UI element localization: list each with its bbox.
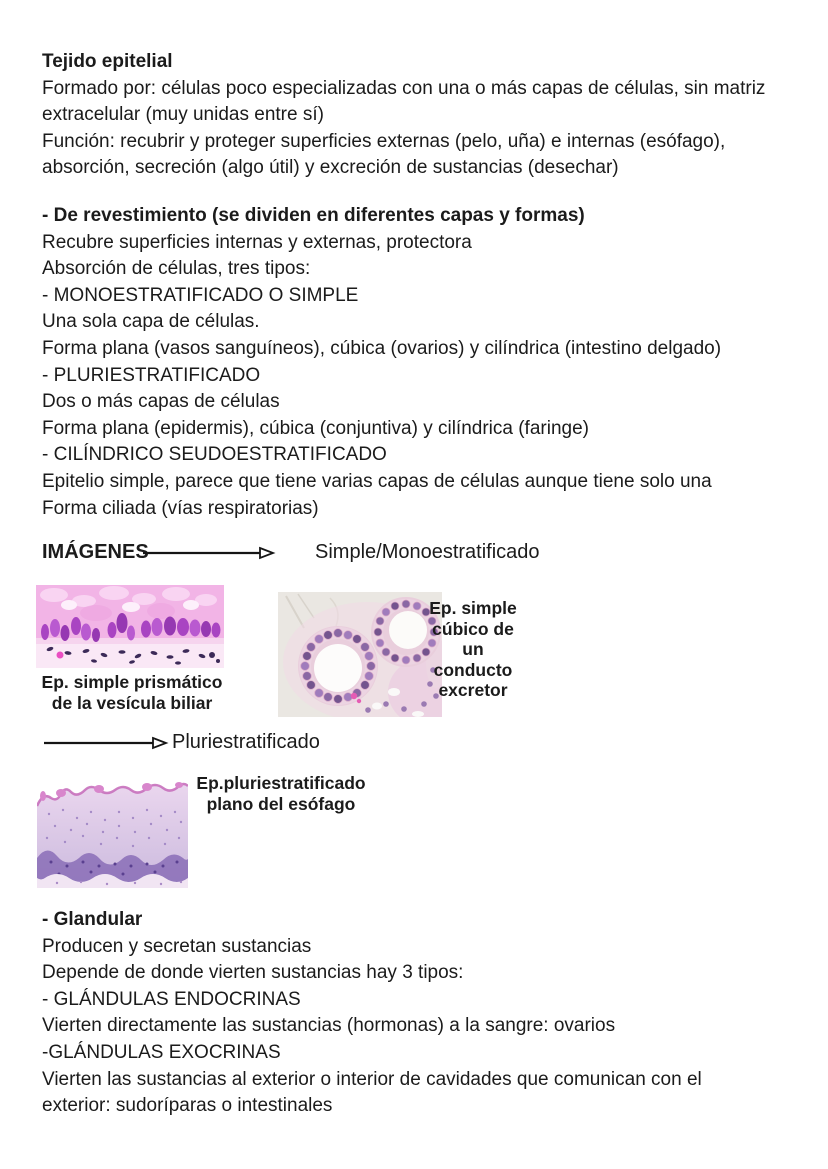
section-revestimiento (42, 203, 721, 522)
text-line: - PLURIESTRATIFICADO (42, 364, 261, 386)
text-line: - CILÍNDRICO SEUDOESTRATIFICADO (42, 444, 387, 466)
text-line: Dos o más capas de células (42, 391, 280, 413)
text-line: Formado por: células poco especializadas con una o más capas de células, sin matriz (42, 77, 766, 99)
text-line: Producen y secretan sustancias (42, 935, 312, 957)
section-heading: - Glandular (42, 909, 143, 930)
figure2-caption (425, 598, 521, 701)
text-line: Depende de donde vierten sustancias hay 3 tipos: (42, 962, 464, 984)
page-title: Tejido epitelial (42, 51, 173, 72)
histology-simple-prismatic-epithelium-image (36, 585, 224, 668)
caption-line: excretor (438, 680, 508, 700)
text-line: extracelular (muy unidas entre sí) (42, 104, 324, 126)
text-line: Función: recubrir y proteger superficies externas (pelo, uña) e internas (esófago), (42, 130, 726, 152)
caption-line: Ep. simple (429, 598, 517, 618)
text-line: Epitelio simple, parece que tiene varias capas de células aunque tiene solo una (42, 470, 712, 492)
text-line: absorción, secreción (algo útil) y excreción de sustancias (desechar) (42, 157, 619, 179)
text-line: -GLÁNDULAS EXOCRINAS (42, 1041, 281, 1063)
histology-simple-cuboidal-duct-image (278, 592, 442, 717)
images-label: IMÁGENES (42, 541, 149, 563)
text-line: Forma plana (vasos sanguíneos), cúbica (ovarios) y cilíndrica (intestino delgado) (42, 337, 722, 359)
text-line: - GLÁNDULAS ENDOCRINAS (42, 988, 301, 1010)
caption-line: de la vesícula biliar (51, 693, 213, 713)
text-line: Forma plana (epidermis), cúbica (conjuntiva) y cilíndrica (faringe) (42, 417, 589, 439)
caption-line: cúbico de (432, 618, 514, 639)
group2-title: Pluriestratificado (172, 731, 320, 753)
figure1-caption (36, 672, 228, 714)
arrow-right-icon (43, 736, 169, 750)
caption-line: Ep. simple prismático (41, 672, 223, 692)
text-line: - MONOESTRATIFICADO O SIMPLE (42, 284, 359, 306)
text-line: Una sola capa de células. (42, 311, 260, 333)
arrow-right-icon (142, 546, 276, 560)
text-line: Absorción de células, tres tipos: (42, 258, 311, 280)
section-heading: - De revestimiento (se dividen en diferentes capas y formas) (42, 205, 585, 226)
section-glandular (42, 907, 702, 1120)
caption-line: conducto (433, 659, 513, 680)
text-line: Recubre superficies internas y externas, protectora (42, 231, 472, 253)
text-line: Vierten las sustancias al exterior o interior de cavidades que comunican con el (42, 1068, 702, 1090)
group1-title: Simple/Monoestratificado (315, 541, 540, 563)
caption-line: Ep.pluriestratificado (196, 773, 366, 793)
figure3-caption (190, 773, 372, 815)
text-line: Forma ciliada (vías respiratorias) (42, 497, 319, 519)
text-line: exterior: sudoríparas o intestinales (42, 1095, 333, 1117)
text-line: Vierten directamente las sustancias (hormonas) a la sangre: ovarios (42, 1015, 616, 1037)
caption-line: un (462, 639, 484, 659)
histology-stratified-squamous-esophagus-image (37, 762, 188, 888)
section-intro (42, 49, 765, 182)
caption-line: plano del esófago (206, 794, 356, 814)
